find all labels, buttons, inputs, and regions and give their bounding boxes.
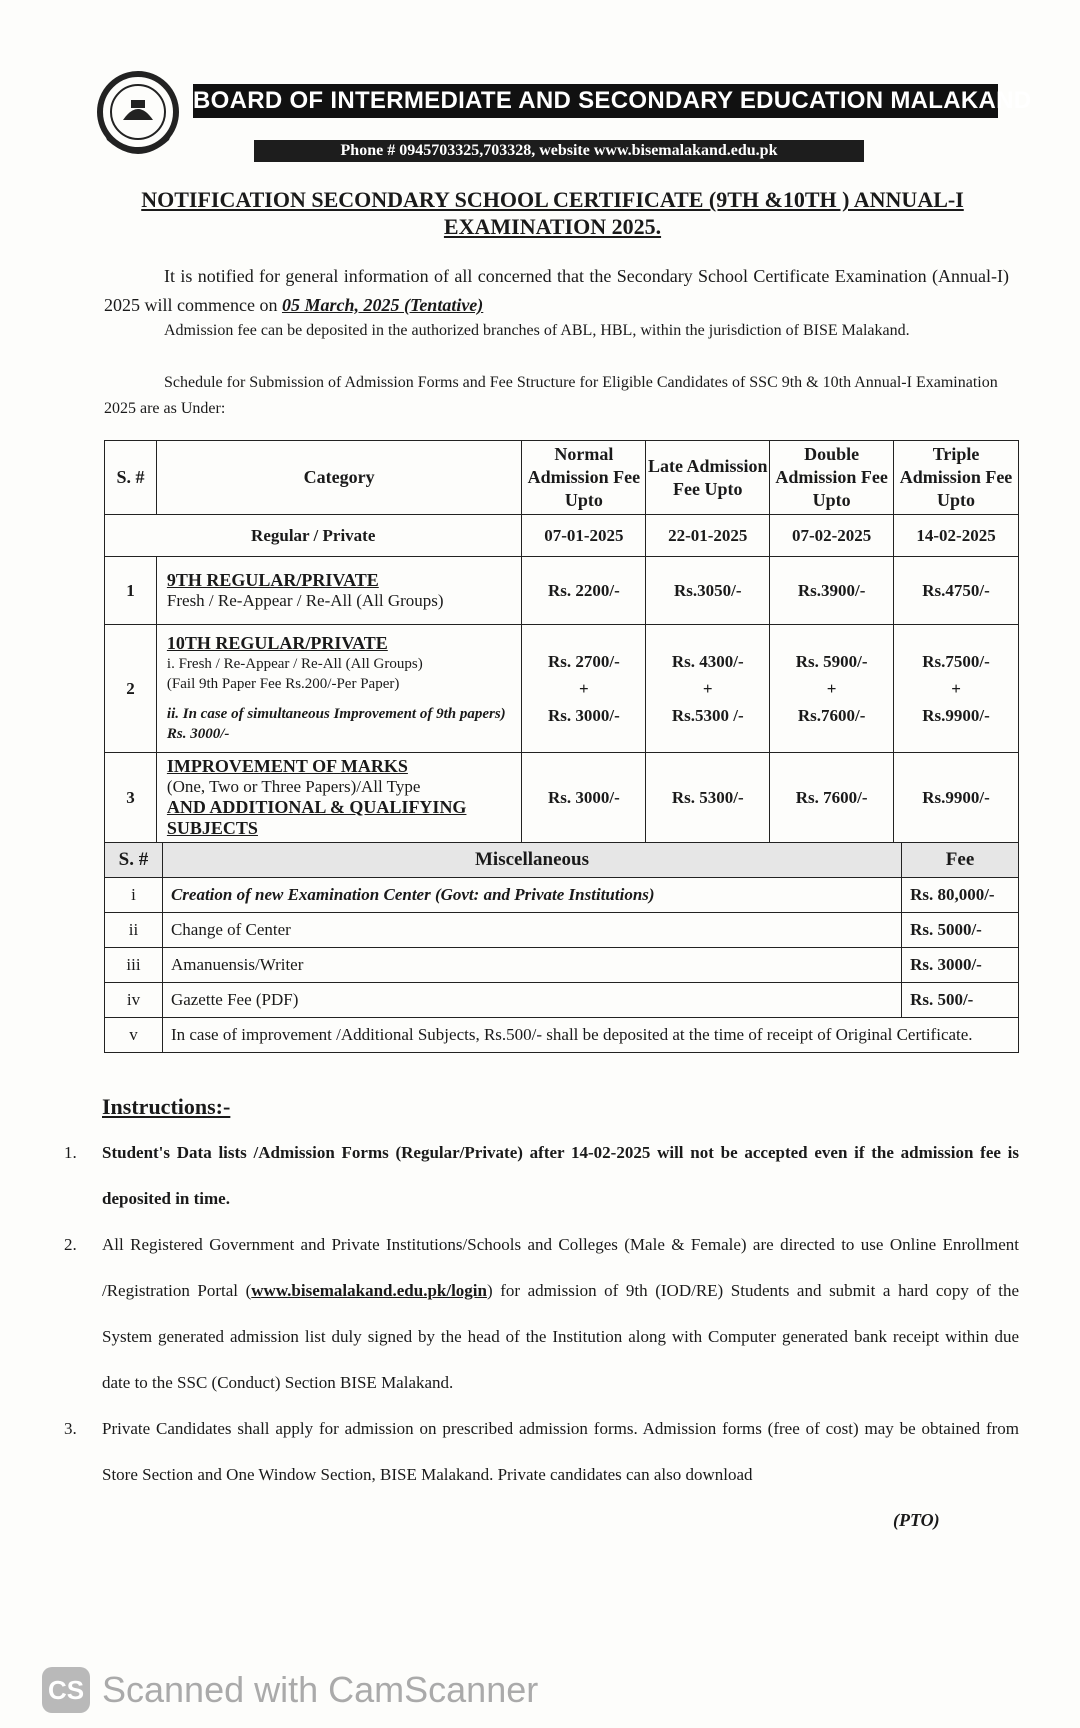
fee-schedule-table (104, 440, 1019, 843)
row-number: ii (105, 913, 163, 948)
fee-value: Rs. 3000/- (547, 706, 620, 725)
portal-link[interactable]: www.bisemalakand.edu.pk/login (251, 1281, 487, 1300)
column-header: Fee (902, 843, 1019, 878)
fee-value: Rs.9900/- (922, 706, 990, 725)
row-number: 2 (105, 625, 157, 753)
instruction-text: Private Candidates shall apply for admission on prescribed admission forms. Admission forms (free of cost) may be obtained from Store Section and One Window Section, BISE Malakand. Private candidates can also download (102, 1419, 1019, 1484)
table-row (105, 878, 1019, 913)
fee-deposit-paragraph: Admission fee can be deposited in the authorized branches of ABL, HBL, within the jurisdiction of BISE Malakand. (164, 322, 910, 339)
instruction-item (64, 1406, 1019, 1498)
notification-title (100, 186, 1005, 240)
misc-fee: Rs. 80,000/- (902, 878, 1019, 913)
fee-value: Rs.7500/- (922, 652, 990, 671)
instruction-item (64, 1130, 1019, 1222)
table-row (105, 625, 1019, 753)
notification-title-line2: EXAMINATION 2025. (443, 214, 662, 239)
watermark-text: Scanned with CamScanner (102, 1669, 539, 1710)
fee-value: Rs. 2700/- (547, 652, 620, 671)
misc-fee: Rs. 500/- (902, 983, 1019, 1018)
fee-value: Rs.3050/- (646, 557, 770, 625)
row-number: i (105, 878, 163, 913)
fee-value: Rs. 7600/- (770, 753, 894, 843)
category-detail: (Fail 9th Paper Fee Rs.200/-Per Paper) (166, 676, 400, 692)
row-number: 1 (105, 557, 157, 625)
table-row (105, 983, 1019, 1018)
fee-value: Rs.5300 /- (671, 706, 744, 725)
category-detail: Fresh / Re-Appear / Re-All (All Groups) (166, 591, 444, 610)
row-number: iii (105, 948, 163, 983)
plus-sign: + (579, 679, 589, 698)
intro-text: It is notified for general information of all concerned that the Secondary School Certificate Examination (Annual-I) 2025 will commence on (104, 266, 1009, 315)
fee-value: Rs. 5300/- (646, 753, 770, 843)
please-turn-over-note: (PTO) (893, 1510, 940, 1530)
deadline-date: 07-02-2025 (770, 515, 894, 557)
fee-value: Rs. 2200/- (522, 557, 646, 625)
table-row (105, 1018, 1019, 1053)
misc-description: Creation of new Examination Center (Govt: and Private Institutions) (162, 878, 901, 913)
category-title: 10TH REGULAR/PRIVATE (166, 633, 388, 653)
deadline-date: 07-01-2025 (522, 515, 646, 557)
column-header: Triple Admission Fee Upto (894, 441, 1019, 515)
instructions-heading: Instructions:- (102, 1094, 231, 1119)
column-header: Category (156, 441, 522, 515)
exam-date: 05 March, 2025 (Tentative) (281, 295, 484, 315)
deadline-row (105, 515, 1019, 557)
fee-value: Rs.3900/- (770, 557, 894, 625)
schedule-paragraph: Schedule for Submission of Admission Forms and Fee Structure for Eligible Candidates of SSC 9th & 10th Annual-I Examination 2025 are as Under: (104, 374, 998, 417)
column-header: S. # (105, 441, 157, 515)
deadline-date: 14-02-2025 (894, 515, 1019, 557)
category-note: ii. In case of simultaneous Improvement of 9th papers) Rs. 3000/- (166, 706, 506, 742)
plus-sign: + (951, 679, 961, 698)
category-detail: (One, Two or Three Papers)/All Type (166, 777, 421, 796)
row-number: iv (105, 983, 163, 1018)
miscellaneous-fee-table (104, 842, 1019, 1053)
notification-title-line1: NOTIFICATION SECONDARY SCHOOL CERTIFICATE (9TH &10TH ) ANNUAL-I (141, 187, 964, 212)
misc-description: Gazette Fee (PDF) (162, 983, 901, 1018)
misc-description: In case of improvement /Additional Subjects, Rs.500/- shall be deposited at the time of receipt of Original Certificate. (162, 1018, 1018, 1053)
category-detail: AND ADDITIONAL & QUALIFYING SUBJECTS (166, 797, 467, 838)
deadline-date: 22-01-2025 (646, 515, 770, 557)
table-header-row (105, 843, 1019, 878)
misc-fee: Rs. 3000/- (902, 948, 1019, 983)
instruction-number: 1. (64, 1143, 77, 1162)
column-header: S. # (105, 843, 163, 878)
fee-value: Rs. 5900/- (795, 652, 868, 671)
fee-value: Rs. 4300/- (671, 652, 744, 671)
instruction-text: All Registered Government and Private Institutions/Schools and Colleges (Male & Female) are directed to use Online Enrollment /Registration Portal ( (102, 1235, 1019, 1300)
table-row (105, 753, 1019, 843)
contact-banner: Phone # 0945703325,703328, website www.bisemalakand.edu.pk (254, 140, 864, 162)
fee-value: Rs.7600/- (797, 706, 866, 725)
column-header: Late Admission Fee Upto (646, 441, 770, 515)
column-header: Miscellaneous (162, 843, 901, 878)
category-title: IMPROVEMENT OF MARKS (166, 756, 408, 776)
fee-value: Rs. 3000/- (522, 753, 646, 843)
table-header-row (105, 441, 1019, 515)
instruction-item (64, 1222, 1019, 1406)
board-logo (93, 70, 183, 160)
plus-sign: + (826, 679, 837, 698)
misc-description: Change of Center (162, 913, 901, 948)
misc-fee: Rs. 5000/- (902, 913, 1019, 948)
table-row (105, 913, 1019, 948)
fee-value: Rs.4750/- (894, 557, 1019, 625)
misc-description: Amanuensis/Writer (162, 948, 901, 983)
fee-value: Rs.9900/- (894, 753, 1019, 843)
column-header: Normal Admission Fee Upto (522, 441, 646, 515)
row-number: v (105, 1018, 163, 1053)
category-detail: i. Fresh / Re-Appear / Re-All (All Groups) (166, 656, 423, 672)
table-row (105, 557, 1019, 625)
instruction-text: Student's Data lists /Admission Forms (Regular/Private) after 14-02-2025 will not be accepted even if the admission fee is deposited in time. (102, 1143, 1019, 1208)
category-title: 9TH REGULAR/PRIVATE (166, 570, 379, 590)
instruction-number: 3. (64, 1419, 77, 1438)
deadline-label: Regular / Private (105, 515, 522, 557)
plus-sign: + (702, 679, 713, 698)
camscanner-watermark (42, 1664, 538, 1716)
camscanner-icon: CS (42, 1667, 90, 1713)
instruction-number: 2. (64, 1235, 77, 1254)
table-row (105, 948, 1019, 983)
column-header: Double Admission Fee Upto (770, 441, 894, 515)
instruction-text: ) for admission of 9th (IOD/RE) Students and submit a hard copy of the System generated admission list duly signed by the head of the Institution along with Computer generated bank receipt within due date to the SSC (Conduct) Section BISE Malakand. (102, 1281, 1019, 1392)
intro-paragraph (104, 262, 1009, 320)
board-name-banner: BOARD OF INTERMEDIATE AND SECONDARY EDUCATION MALAKAND (193, 84, 998, 118)
row-number: 3 (105, 753, 157, 843)
